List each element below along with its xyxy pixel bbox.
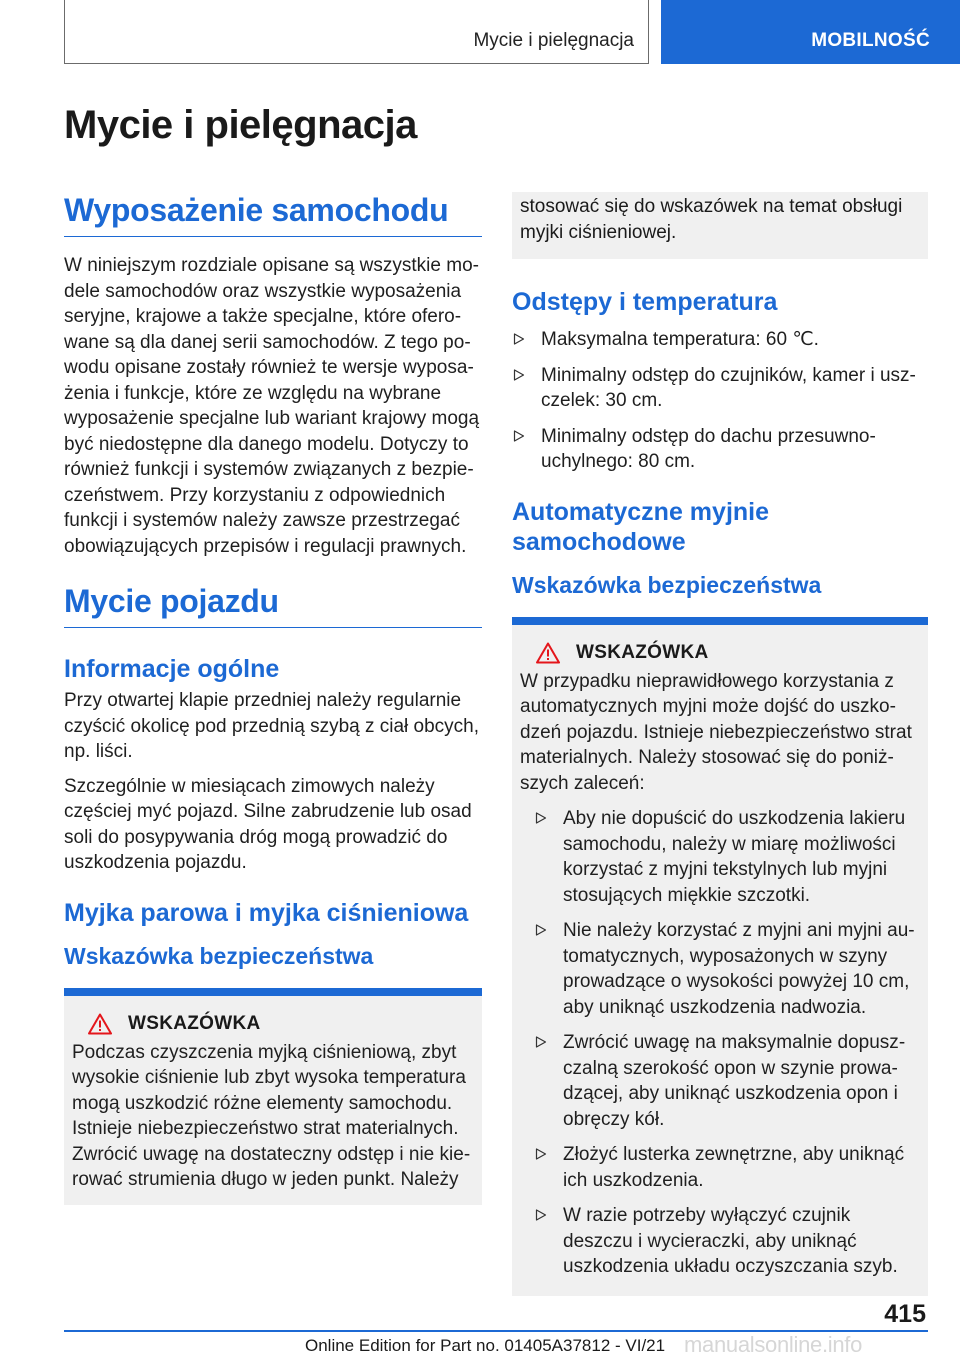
header-chapter-tab[interactable] [661, 0, 960, 64]
left-warning-text: Podczas czyszczenia myjką ciśnieniową, zbyt wysokie ciśnienie lub zbyt wysoka temperatura mogą uszkodzić różne elementy samochodu. Istnieje niebezpieczeństwo strat materialnych. Zwrócić uwagę na dostateczny odstęp i nie kierować strumienia długo w jeden punkt. Należy [72, 1041, 471, 1190]
warning-list-item [534, 1142, 920, 1193]
washing-heading: Mycie pojazdu [64, 581, 482, 628]
left-warning-header [72, 1012, 474, 1036]
header-section-box [64, 0, 649, 64]
right-column [512, 192, 928, 1296]
warning-list-item-text: Złożyć lusterka zewnętrzne, aby uniknąć ich uszkodzenia. [563, 1144, 905, 1191]
left-column [64, 190, 482, 1205]
warning-list-item-text: Aby nie dopuścić do uszkodzenia lakieru samochodu, należy w miarę możliwości korzystać z myjni tekstylnych lub myjni stosujących miękkie szczotki. [563, 808, 906, 906]
warning-list-item [534, 918, 920, 1020]
triangle-right-outline-icon [535, 1148, 547, 1160]
warning-continued-box [512, 192, 928, 259]
right-safety-heading: Wskazówka bezpieczeństwa [512, 571, 822, 598]
warning-triangle-icon [72, 1012, 128, 1036]
carwash-heading: Automatyczne myjnie samochodowe [512, 497, 770, 556]
triangle-right-outline-icon [513, 430, 525, 442]
distance-list-item-text: Minimalny odstęp do dachu przesuwno-uchylnego: 80 cm. [541, 425, 876, 472]
warning-continued-text: stosować się do wskazówek na temat obsługi myjki ciśnieniowej. [520, 196, 903, 243]
triangle-right-outline-icon [513, 333, 525, 345]
footer-edition: Online Edition for Part no. 01405A37812 - VI/21 [305, 1336, 666, 1355]
distance-list-item-text: Minimalny odstęp do czujników, kamer i uszczelek: 30 cm. [541, 364, 916, 411]
warning-list-item [534, 1030, 920, 1132]
left-safety-heading: Wskazówka bezpieczeństwa [64, 942, 374, 969]
distance-list [512, 327, 928, 475]
warning-list-item [534, 1203, 920, 1280]
triangle-right-outline-icon [535, 1209, 547, 1221]
right-warning-text: W przypadku nieprawidłowego korzystania z automatycznych myjni może dojść do uszkodzeń pojazdu. Istnieje niebezpieczeństwo strat materialnych. Należy stosować się do poniższych zaleceń: [520, 670, 912, 794]
steam-heading: Myjka parowa i myjka ciśnieniowa [64, 898, 469, 927]
page-number: 415 [884, 1300, 926, 1328]
general-paragraph-2: Szczególnie w miesiącach zimowych należy częściej myć pojazd. Silne zabrudzenie lub osad soli do posypywania dróg mogą prowadzić do uszkodzenia pojazdu. [64, 775, 472, 873]
left-warning-title: WSKAZÓWKA [128, 1012, 261, 1034]
right-warning-separator [512, 617, 928, 625]
footer-watermark: manualsonline.info [684, 1332, 863, 1357]
page-title: Mycie i pielęgnacja [64, 103, 417, 147]
left-warning-box [64, 996, 482, 1205]
warning-list-item-text: W razie potrzeby wyłączyć czujnik deszczu i wycieraczki, aby uniknąć uszkodzenia układu oczyszczania szyb. [563, 1205, 898, 1277]
right-warning-box [512, 625, 928, 1296]
distance-list-item [512, 424, 928, 475]
distance-list-item [512, 327, 928, 353]
equipment-text: W niniejszym rozdziale opisane są wszystkie modele samochodów oraz wszystkie wyposażenia seryjne, krajowe a także specjalne, które oferowane są dla danej serii samochodów. Z tego powodu opisane zostały również te wersje wyposażenia i funkcje, które ze względu na wybrane wyposażenie specjalne lub wariant krajowy mogą być niedostępne dla danego modelu. Dotyczy to również funkcji i systemów związanych z bezpieczeństwem. Przy korzystaniu z odpowiednich funkcji i systemów należy zawsze przestrzegać obowiązujących przepisów i regulacji prawnych. [64, 255, 480, 557]
right-warning-title: WSKAZÓWKA [576, 641, 709, 663]
left-warning-separator [64, 988, 482, 996]
warning-list-item [534, 806, 920, 908]
right-warning-header [520, 641, 920, 665]
equipment-heading: Wyposażenie samochodu [64, 190, 482, 237]
triangle-right-outline-icon [535, 1036, 547, 1048]
general-paragraph-1: Przy otwartej klapie przedniej należy regularnie czyścić okolicę pod przednią szybą z ciał obcych, np. liści. [64, 690, 480, 762]
triangle-right-outline-icon [535, 924, 547, 936]
triangle-right-outline-icon [535, 812, 547, 824]
warning-triangle-icon [520, 641, 576, 665]
distance-list-item-text: Maksymalna temperatura: 60 ℃. [541, 329, 819, 350]
warning-list-item-text: Nie należy korzystać z myjni ani myjni automatycznych, wyposażonych w szyny prowadzące o wysokości powyżej 10 cm, aby uniknąć uszkodzenia nadwozia. [563, 920, 915, 1018]
distance-heading: Odstępy i temperatura [512, 288, 778, 316]
warning-list-item-text: Zwrócić uwagę na maksymalnie dopuszczalną szerokość opon w szynie prowadzącej, aby uniknąć uszkodzenia opon i obręczy kół. [563, 1032, 906, 1130]
general-heading: Informacje ogólne [64, 655, 280, 683]
triangle-right-outline-icon [513, 369, 525, 381]
warning-list [520, 806, 920, 1280]
header-section-title: Mycie i pielęgnacja [473, 30, 634, 51]
header-chapter-label: MOBILNOŚĆ [811, 30, 930, 51]
distance-list-item [512, 363, 928, 414]
